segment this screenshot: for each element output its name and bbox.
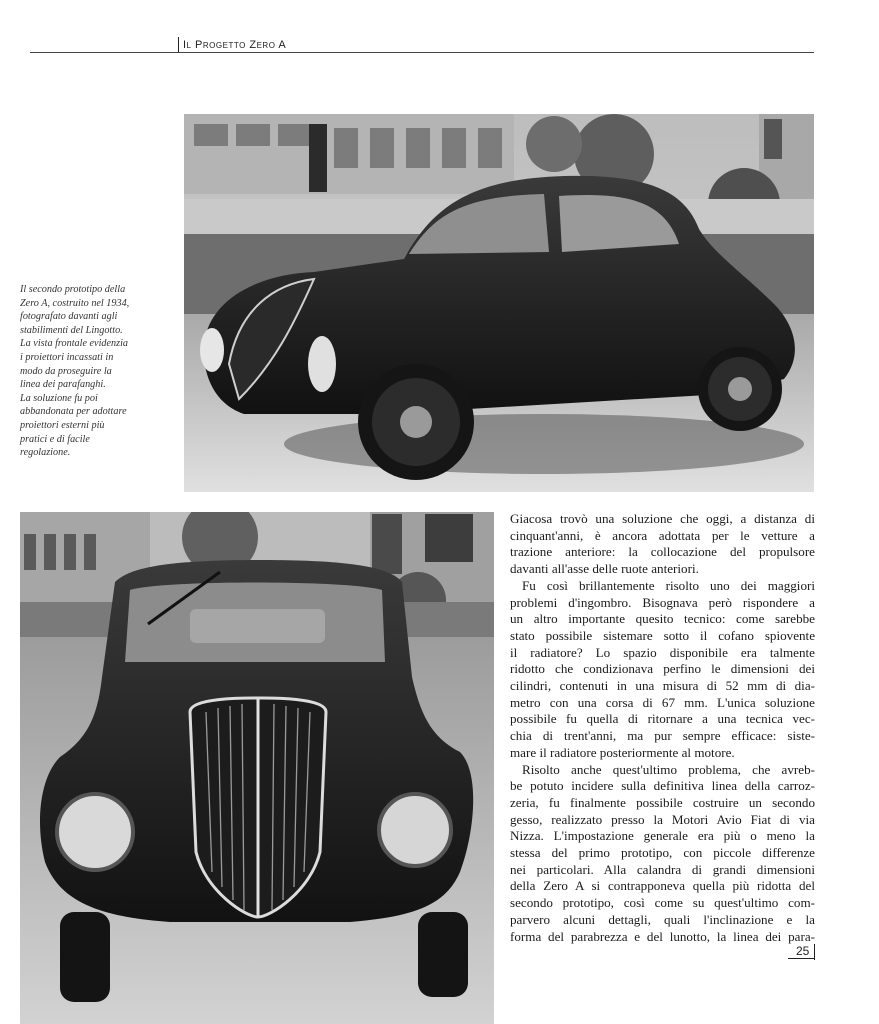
text-line: problemi d'ingombro. Bisognava però rispondere a bbox=[510, 594, 815, 610]
text-line: Fu così brillantemente risolto uno dei maggiori bbox=[522, 577, 815, 593]
text-line: zeria, fu finalmente possibile costruire un secondo bbox=[510, 794, 815, 810]
text-line: forma del parabrezza e del lunotto, la linea dei para- bbox=[510, 928, 815, 944]
car-side-photo bbox=[184, 114, 814, 492]
page-number-bar bbox=[814, 944, 815, 960]
caption-line: abbandonata per adottare bbox=[20, 406, 127, 418]
caption-line: La vista frontale evidenzia bbox=[20, 338, 128, 350]
caption-line: La soluzione fu poi bbox=[20, 392, 98, 404]
header-rule bbox=[30, 52, 814, 53]
paragraph bbox=[510, 511, 815, 578]
page-number-rule bbox=[788, 958, 814, 959]
caption-line: Zero A, costruito nel 1934, bbox=[20, 297, 130, 309]
paragraph bbox=[510, 762, 815, 946]
text-line: il radiatore? Lo spazio disponibile era talmente bbox=[510, 644, 815, 660]
text-line: trazione anteriore: la collocazione del propulsore bbox=[510, 544, 815, 560]
caption-line: Il secondo prototipo della bbox=[20, 284, 126, 295]
text-line: cinquant'anni, è ancora adottata per le vetture a bbox=[510, 527, 815, 543]
text-line: chia di trent'anni, ma pur sempre efficace: siste- bbox=[510, 728, 815, 744]
caption-line: regolazione. bbox=[20, 447, 71, 459]
caption-line: proiettori esterni più bbox=[20, 419, 105, 431]
text-line: stessa del primo prototipo, con piccole differenze bbox=[510, 845, 815, 861]
text-line: Risolto anche quest'ultimo problema, che avreb- bbox=[522, 761, 815, 777]
caption-line: i proiettori incassati in bbox=[20, 351, 114, 363]
text-line: Giacosa trovò una soluzione che oggi, a distanza di bbox=[510, 511, 815, 526]
text-line: davanti all'asse delle ruote anteriori. bbox=[510, 561, 699, 577]
caption-line: pratici e di facile bbox=[20, 433, 90, 445]
text-line: be potuto incidere sulla definitiva linea della carroz- bbox=[510, 778, 815, 794]
article-body bbox=[510, 511, 815, 945]
text-line: nei particolari. Alla calandra di grandi dimensioni bbox=[510, 861, 815, 877]
paragraph bbox=[510, 578, 815, 762]
caption-line: modo da proseguire la bbox=[20, 365, 112, 377]
text-line: cilindri, contenuti in una misura di 52 mm di dia- bbox=[510, 678, 815, 694]
text-line: parvero alcuni dettagli, quali l'inclinazione e la bbox=[510, 911, 815, 927]
text-line: Nizza. L'impostazione generale era più o meno la bbox=[510, 828, 815, 844]
text-line: gesso, realizzato presso la Motori Avio Fiat di via bbox=[510, 811, 815, 827]
caption-line: fotografato davanti agli bbox=[20, 311, 118, 323]
text-line: possibile fu quella di ritornare a una tecnica vec- bbox=[510, 711, 815, 727]
text-line: un altro importante quesito tecnico: come sarebbe bbox=[510, 611, 815, 627]
photo-caption bbox=[20, 283, 168, 460]
text-line: mare il radiatore posteriormente al motore. bbox=[510, 744, 735, 760]
text-line: stato possibile sistemare sotto il cofano spiovente bbox=[510, 627, 815, 643]
running-head: Il Progetto Zero A bbox=[183, 39, 287, 51]
car-front-photo bbox=[20, 512, 494, 1024]
text-line: ridotto che condizionava perfino le dimensioni dei bbox=[510, 661, 815, 677]
page-number: 25 bbox=[796, 944, 810, 958]
text-line: metro con una corsa di 67 mm. L'unica soluzione bbox=[510, 694, 815, 710]
text-line: della Zero A si contrapponeva quella più ridotta del bbox=[510, 878, 815, 894]
caption-line: stabilimenti del Lingotto. bbox=[20, 324, 123, 336]
header-bar bbox=[178, 37, 179, 53]
caption-line: linea dei parafanghi. bbox=[20, 379, 106, 391]
text-line: secondo prototipo, così come su quest'ultimo com- bbox=[510, 895, 815, 911]
